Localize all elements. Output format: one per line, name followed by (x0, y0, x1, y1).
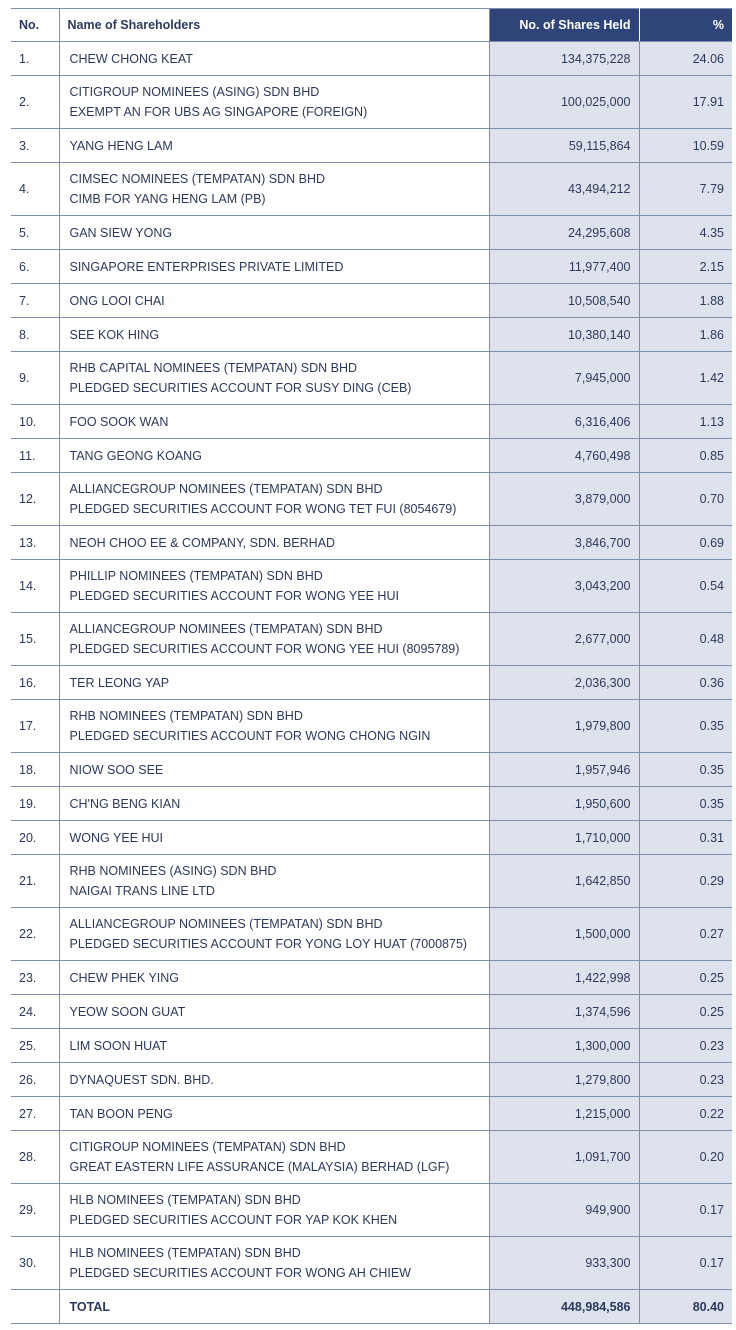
shares-held: 100,025,000 (489, 76, 639, 129)
table-row (11, 250, 732, 284)
shareholder-name-line: CIMB FOR YANG HENG LAM (PB) (69, 192, 266, 206)
percentage: 0.25 (639, 995, 732, 1029)
percentage: 1.86 (639, 318, 732, 352)
shareholder-name (59, 405, 489, 439)
shares-held: 1,642,850 (489, 855, 639, 908)
row-number: 30. (11, 1237, 59, 1290)
table-row (11, 1237, 732, 1290)
percentage: 17.91 (639, 76, 732, 129)
shareholder-name-line: SINGAPORE ENTERPRISES PRIVATE LIMITED (69, 259, 344, 274)
shares-held: 933,300 (489, 1237, 639, 1290)
row-number: 23. (11, 961, 59, 995)
percentage: 0.70 (639, 473, 732, 526)
percentage: 0.69 (639, 526, 732, 560)
table-row (11, 352, 732, 405)
shareholder-name (59, 1237, 489, 1290)
row-number: 28. (11, 1131, 59, 1184)
shareholder-name-line: PLEDGED SECURITIES ACCOUNT FOR SUSY DING (CEB) (69, 381, 412, 395)
table-row (11, 129, 732, 163)
row-number: 9. (11, 352, 59, 405)
table-row (11, 560, 732, 613)
shareholder-name (59, 1184, 489, 1237)
table-row (11, 318, 732, 352)
percentage: 0.35 (639, 787, 732, 821)
header-row (11, 9, 732, 42)
shares-held: 1,950,600 (489, 787, 639, 821)
row-number: 17. (11, 700, 59, 753)
shareholder-name-line: ALLIANCEGROUP NOMINEES (TEMPATAN) SDN BHD (69, 482, 383, 496)
header-percent: % (639, 9, 732, 42)
shareholder-name (59, 163, 489, 216)
row-number: 8. (11, 318, 59, 352)
table-row (11, 821, 732, 855)
shares-held: 3,846,700 (489, 526, 639, 560)
shareholder-name-line: CHEW CHONG KEAT (69, 51, 193, 66)
shareholder-name-line: TER LEONG YAP (69, 675, 170, 690)
shares-held: 7,945,000 (489, 352, 639, 405)
shareholder-name-line: CIMSEC NOMINEES (TEMPATAN) SDN BHD (69, 172, 326, 186)
percentage: 0.23 (639, 1029, 732, 1063)
shareholder-name (59, 216, 489, 250)
shareholder-name-line: HLB NOMINEES (TEMPATAN) SDN BHD (69, 1193, 301, 1207)
table-row (11, 76, 732, 129)
total-row (11, 1290, 732, 1324)
row-number: 15. (11, 613, 59, 666)
shareholder-name (59, 855, 489, 908)
percentage: 7.79 (639, 163, 732, 216)
shareholder-name (59, 42, 489, 76)
shareholder-name-line: NEOH CHOO EE & COMPANY, SDN. BERHAD (69, 535, 336, 550)
row-number: 1. (11, 42, 59, 76)
shares-held: 2,677,000 (489, 613, 639, 666)
percentage: 2.15 (639, 250, 732, 284)
row-number: 4. (11, 163, 59, 216)
shares-held: 3,879,000 (489, 473, 639, 526)
shares-held: 3,043,200 (489, 560, 639, 613)
percentage: 0.25 (639, 961, 732, 995)
total-label: TOTAL (59, 1290, 489, 1324)
shareholder-name-line: GREAT EASTERN LIFE ASSURANCE (MALAYSIA) BERHAD (LGF) (69, 1160, 450, 1174)
shareholder-name-line: EXEMPT AN FOR UBS AG SINGAPORE (FOREIGN) (69, 105, 368, 119)
percentage: 0.36 (639, 666, 732, 700)
percentage: 0.29 (639, 855, 732, 908)
shares-held: 1,710,000 (489, 821, 639, 855)
table-row (11, 855, 732, 908)
shareholder-name-line: NIOW SOO SEE (69, 762, 164, 777)
header-no: No. (11, 9, 59, 42)
shareholder-name-line: PLEDGED SECURITIES ACCOUNT FOR YONG LOY HUAT (7000875) (69, 937, 468, 951)
shares-held: 134,375,228 (489, 42, 639, 76)
row-number: 5. (11, 216, 59, 250)
row-number: 6. (11, 250, 59, 284)
table-row (11, 613, 732, 666)
row-number: 16. (11, 666, 59, 700)
shares-held: 4,760,498 (489, 439, 639, 473)
shares-held: 6,316,406 (489, 405, 639, 439)
shareholder-name (59, 961, 489, 995)
shareholder-name (59, 821, 489, 855)
table-row (11, 700, 732, 753)
shares-held: 949,900 (489, 1184, 639, 1237)
shares-held: 10,380,140 (489, 318, 639, 352)
shares-held: 1,422,998 (489, 961, 639, 995)
percentage: 1.88 (639, 284, 732, 318)
table-row (11, 1029, 732, 1063)
table-row (11, 961, 732, 995)
total-shares: 448,984,586 (489, 1290, 639, 1324)
shareholder-name (59, 318, 489, 352)
shares-held: 1,091,700 (489, 1131, 639, 1184)
percentage: 0.17 (639, 1237, 732, 1290)
row-number: 10. (11, 405, 59, 439)
shares-held: 2,036,300 (489, 666, 639, 700)
percentage: 24.06 (639, 42, 732, 76)
shareholder-name-line: ALLIANCEGROUP NOMINEES (TEMPATAN) SDN BHD (69, 622, 383, 636)
row-number: 20. (11, 821, 59, 855)
percentage: 4.35 (639, 216, 732, 250)
shareholder-name-line: PHILLIP NOMINEES (TEMPATAN) SDN BHD (69, 569, 323, 583)
percentage: 0.23 (639, 1063, 732, 1097)
shareholder-name-line: FOO SOOK WAN (69, 414, 169, 429)
shareholder-name (59, 526, 489, 560)
shareholder-name-line: LIM SOON HUAT (69, 1038, 168, 1053)
shareholder-name-line: RHB NOMINEES (TEMPATAN) SDN BHD (69, 709, 303, 723)
percentage: 0.17 (639, 1184, 732, 1237)
header-shares: No. of Shares Held (489, 9, 639, 42)
shares-held: 10,508,540 (489, 284, 639, 318)
table-row (11, 216, 732, 250)
shareholder-name (59, 439, 489, 473)
shareholder-name-line: PLEDGED SECURITIES ACCOUNT FOR WONG AH CHIEW (69, 1266, 411, 1280)
row-number: 7. (11, 284, 59, 318)
shares-held: 1,374,596 (489, 995, 639, 1029)
shareholder-name-line: TAN BOON PENG (69, 1106, 173, 1121)
table-row (11, 1097, 732, 1131)
table-row (11, 787, 732, 821)
shareholder-name-line: CITIGROUP NOMINEES (TEMPATAN) SDN BHD (69, 1140, 346, 1154)
shareholder-name (59, 666, 489, 700)
shareholder-name-line: CH'NG BENG KIAN (69, 796, 181, 811)
table-row (11, 473, 732, 526)
row-number: 2. (11, 76, 59, 129)
row-number: 12. (11, 473, 59, 526)
shareholder-name (59, 284, 489, 318)
table-row (11, 439, 732, 473)
row-number: 11. (11, 439, 59, 473)
shares-held: 1,279,800 (489, 1063, 639, 1097)
shareholder-name (59, 560, 489, 613)
shareholder-name (59, 352, 489, 405)
table-row (11, 1063, 732, 1097)
table-row (11, 42, 732, 76)
row-number: 29. (11, 1184, 59, 1237)
percentage: 10.59 (639, 129, 732, 163)
table-row (11, 405, 732, 439)
row-number: 25. (11, 1029, 59, 1063)
shares-held: 1,979,800 (489, 700, 639, 753)
shareholder-name-line: TANG GEONG KOANG (69, 448, 202, 463)
shareholder-name-line: PLEDGED SECURITIES ACCOUNT FOR WONG CHONG NGIN (69, 729, 431, 743)
percentage: 0.85 (639, 439, 732, 473)
shareholders-table (11, 8, 732, 1324)
shares-held: 1,300,000 (489, 1029, 639, 1063)
shareholder-name (59, 995, 489, 1029)
shareholder-name-line: NAIGAI TRANS LINE LTD (69, 884, 215, 898)
shareholder-name (59, 1063, 489, 1097)
shareholder-name-line: YEOW SOON GUAT (69, 1004, 186, 1019)
shareholder-name-line: RHB CAPITAL NOMINEES (TEMPATAN) SDN BHD (69, 361, 358, 375)
shareholder-name-line: DYNAQUEST SDN. BHD. (69, 1072, 214, 1087)
shares-held: 1,215,000 (489, 1097, 639, 1131)
percentage: 0.27 (639, 908, 732, 961)
table-row (11, 526, 732, 560)
shareholder-name (59, 1097, 489, 1131)
shareholder-name-line: SEE KOK HING (69, 327, 160, 342)
shareholder-name-line: GAN SIEW YONG (69, 225, 173, 240)
table-row (11, 1184, 732, 1237)
percentage: 0.54 (639, 560, 732, 613)
row-number: 3. (11, 129, 59, 163)
table-row (11, 908, 732, 961)
shareholder-name (59, 1029, 489, 1063)
shareholder-name-line: YANG HENG LAM (69, 138, 173, 153)
shares-held: 11,977,400 (489, 250, 639, 284)
percentage: 0.22 (639, 1097, 732, 1131)
percentage: 0.48 (639, 613, 732, 666)
shareholder-name-line: HLB NOMINEES (TEMPATAN) SDN BHD (69, 1246, 301, 1260)
shareholder-name (59, 753, 489, 787)
table-row (11, 163, 732, 216)
shareholder-name-line: PLEDGED SECURITIES ACCOUNT FOR YAP KOK KHEN (69, 1213, 398, 1227)
shareholder-name-line: PLEDGED SECURITIES ACCOUNT FOR WONG YEE HUI (69, 589, 399, 603)
shares-held: 24,295,608 (489, 216, 639, 250)
row-number: 14. (11, 560, 59, 613)
shareholder-name (59, 787, 489, 821)
shareholder-name-line: CHEW PHEK YING (69, 970, 180, 985)
row-number: 18. (11, 753, 59, 787)
shares-held: 59,115,864 (489, 129, 639, 163)
table-body (11, 42, 732, 1290)
shares-held: 1,957,946 (489, 753, 639, 787)
row-number: 21. (11, 855, 59, 908)
percentage: 0.31 (639, 821, 732, 855)
shareholder-name-line: ALLIANCEGROUP NOMINEES (TEMPATAN) SDN BHD (69, 917, 383, 931)
row-number: 27. (11, 1097, 59, 1131)
shareholder-name (59, 129, 489, 163)
shareholder-name (59, 613, 489, 666)
percentage: 0.20 (639, 1131, 732, 1184)
percentage: 1.42 (639, 352, 732, 405)
shareholder-name (59, 700, 489, 753)
shareholder-name-line: PLEDGED SECURITIES ACCOUNT FOR WONG TET FUI (8054679) (69, 502, 457, 516)
shareholder-name (59, 76, 489, 129)
shareholder-name (59, 1131, 489, 1184)
table-row (11, 284, 732, 318)
shareholder-name (59, 473, 489, 526)
row-number: 19. (11, 787, 59, 821)
table-row (11, 995, 732, 1029)
shareholder-name-line: WONG YEE HUI (69, 830, 164, 845)
total-no-cell (11, 1290, 59, 1324)
row-number: 24. (11, 995, 59, 1029)
table-row (11, 666, 732, 700)
row-number: 26. (11, 1063, 59, 1097)
shareholder-name (59, 908, 489, 961)
percentage: 0.35 (639, 700, 732, 753)
shareholder-name-line: RHB NOMINEES (ASING) SDN BHD (69, 864, 277, 878)
table-row (11, 1131, 732, 1184)
row-number: 13. (11, 526, 59, 560)
header-name: Name of Shareholders (59, 9, 489, 42)
shareholder-name-line: CITIGROUP NOMINEES (ASING) SDN BHD (69, 85, 320, 99)
shares-held: 1,500,000 (489, 908, 639, 961)
shareholder-name-line: PLEDGED SECURITIES ACCOUNT FOR WONG YEE HUI (8095789) (69, 642, 460, 656)
percentage: 1.13 (639, 405, 732, 439)
shareholder-name (59, 250, 489, 284)
total-percent: 80.40 (639, 1290, 732, 1324)
shareholder-name-line: ONG LOOI CHAI (69, 293, 165, 308)
percentage: 0.35 (639, 753, 732, 787)
row-number: 22. (11, 908, 59, 961)
table-row (11, 753, 732, 787)
shares-held: 43,494,212 (489, 163, 639, 216)
